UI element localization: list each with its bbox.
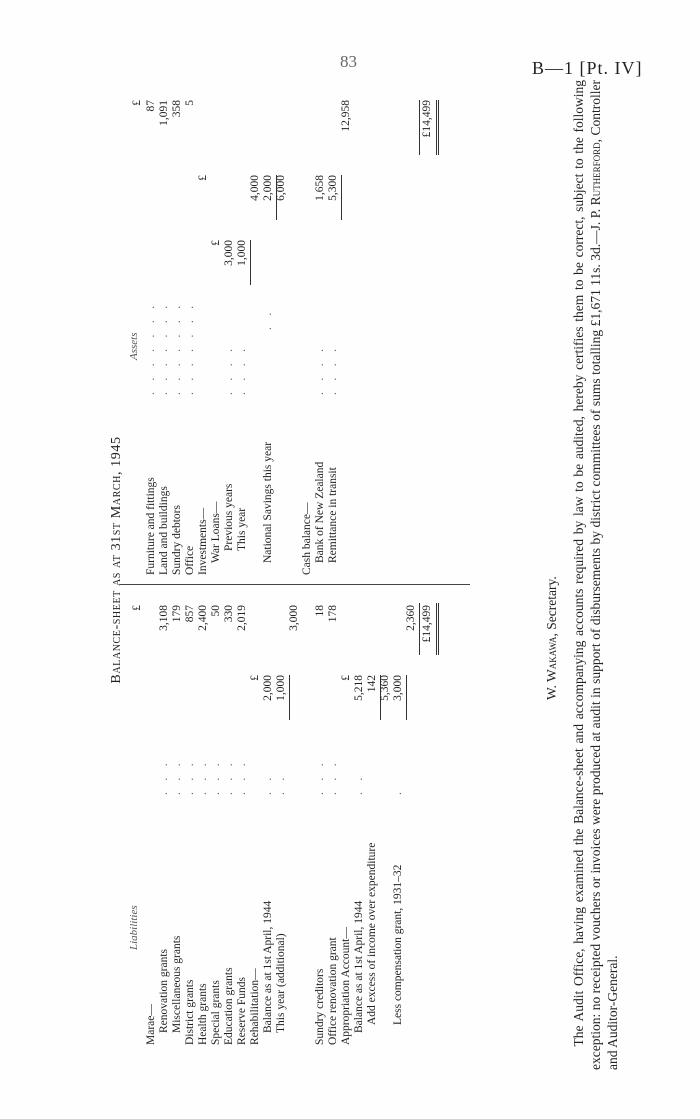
assets-total: £14,499: [421, 100, 433, 138]
document-reference: B—1 [Pt. IV]: [532, 58, 643, 78]
table-row: Sundry debtors . . . . . . . 358: [171, 100, 183, 575]
table-row: 2,360: [405, 595, 418, 1045]
assets-heading: Assets: [128, 332, 140, 360]
table-row: [418, 85, 431, 575]
table-row: War Loans— £: [210, 240, 222, 563]
table-row: Less compensation grant, 1931–32 . 3,000: [392, 675, 404, 1025]
table-row: 12,958: [340, 85, 353, 575]
table-row: Sundry creditors . . . 18: [314, 605, 326, 1045]
table-row: Land and buildings . . . . . . . 1,091: [158, 100, 170, 575]
liabilities-heading: Liabilities: [128, 905, 140, 950]
table-row: Cash balance—: [301, 502, 313, 575]
table-row: Renovation grants . . . 3,108: [158, 605, 170, 1033]
table-row: Office renovation grant . . . 178: [327, 605, 339, 1045]
table-row: 3,000: [288, 595, 301, 1045]
secretary-signature: W. Wakawa, Secretary.: [544, 576, 559, 700]
table-row: Remittance in transit . . . . 5,300: [327, 175, 339, 563]
audit-certificate: The Audit Office, having examined the Balance-sheet and accompanying accounts required by law to be audited, hereby certifies them to be correct, subject to the following exception: no receipted vouchers or invoices were produced at audit in support of disbursements by district committees of sums totalling £1,671 11s. 3d.—J. P. Rutherford, Controller and Auditor-General.: [571, 79, 620, 1070]
table-row: Education grants . . . 330: [223, 605, 235, 1045]
table-row: District grants . . . 857: [184, 605, 196, 1045]
table-row: Special grants . . . 50: [210, 605, 222, 1045]
table-row: Previous years . . . . 3,000: [223, 240, 235, 551]
table-row: Health grants . . . 2,400: [197, 605, 209, 1045]
table-row: Bank of New Zealand . . . . 1,658: [314, 175, 326, 563]
balance-sheet-title: Balance-sheet as at 31st March, 1945: [109, 436, 124, 684]
column-divider: [120, 584, 470, 585]
table-row: Appropriation Account— £: [340, 675, 352, 1045]
table-row: This year (additional) . . 1,000: [275, 675, 287, 1033]
table-row: 6,000: [275, 85, 288, 575]
table-row: Balance as at 1st April, 1944 . . 2,000: [262, 675, 274, 1033]
table-row: 4,000: [249, 85, 262, 575]
table-row: This year . . . . 1,000: [236, 240, 248, 551]
page-number: 83: [340, 52, 357, 71]
table-row: Reserve Funds . . . 2,019: [236, 605, 248, 1045]
table-row: Balance as at 1st April, 1944 . . 5,218: [353, 675, 365, 1033]
table-row: Miscellaneous grants . . . 179: [171, 605, 183, 1033]
table-row: £ Furniture and fittings . . . . . . . 87: [131, 100, 157, 575]
table-row: Rehabilitation— £: [249, 675, 261, 1045]
table-row: Office . . . . . . . 5: [184, 100, 196, 575]
table-row: Investments— £: [197, 175, 209, 575]
table-row: £ Marae—: [131, 605, 157, 1045]
rotated-content: [100, 80, 700, 1080]
table-row: Add excess of income over expenditure 142: [366, 675, 378, 1025]
table-row: National Savings this year . . 2,000: [262, 175, 274, 563]
table-row: [418, 595, 431, 1045]
liabilities-total: £14,499: [421, 605, 433, 643]
table-row: 5,360: [379, 595, 392, 1045]
